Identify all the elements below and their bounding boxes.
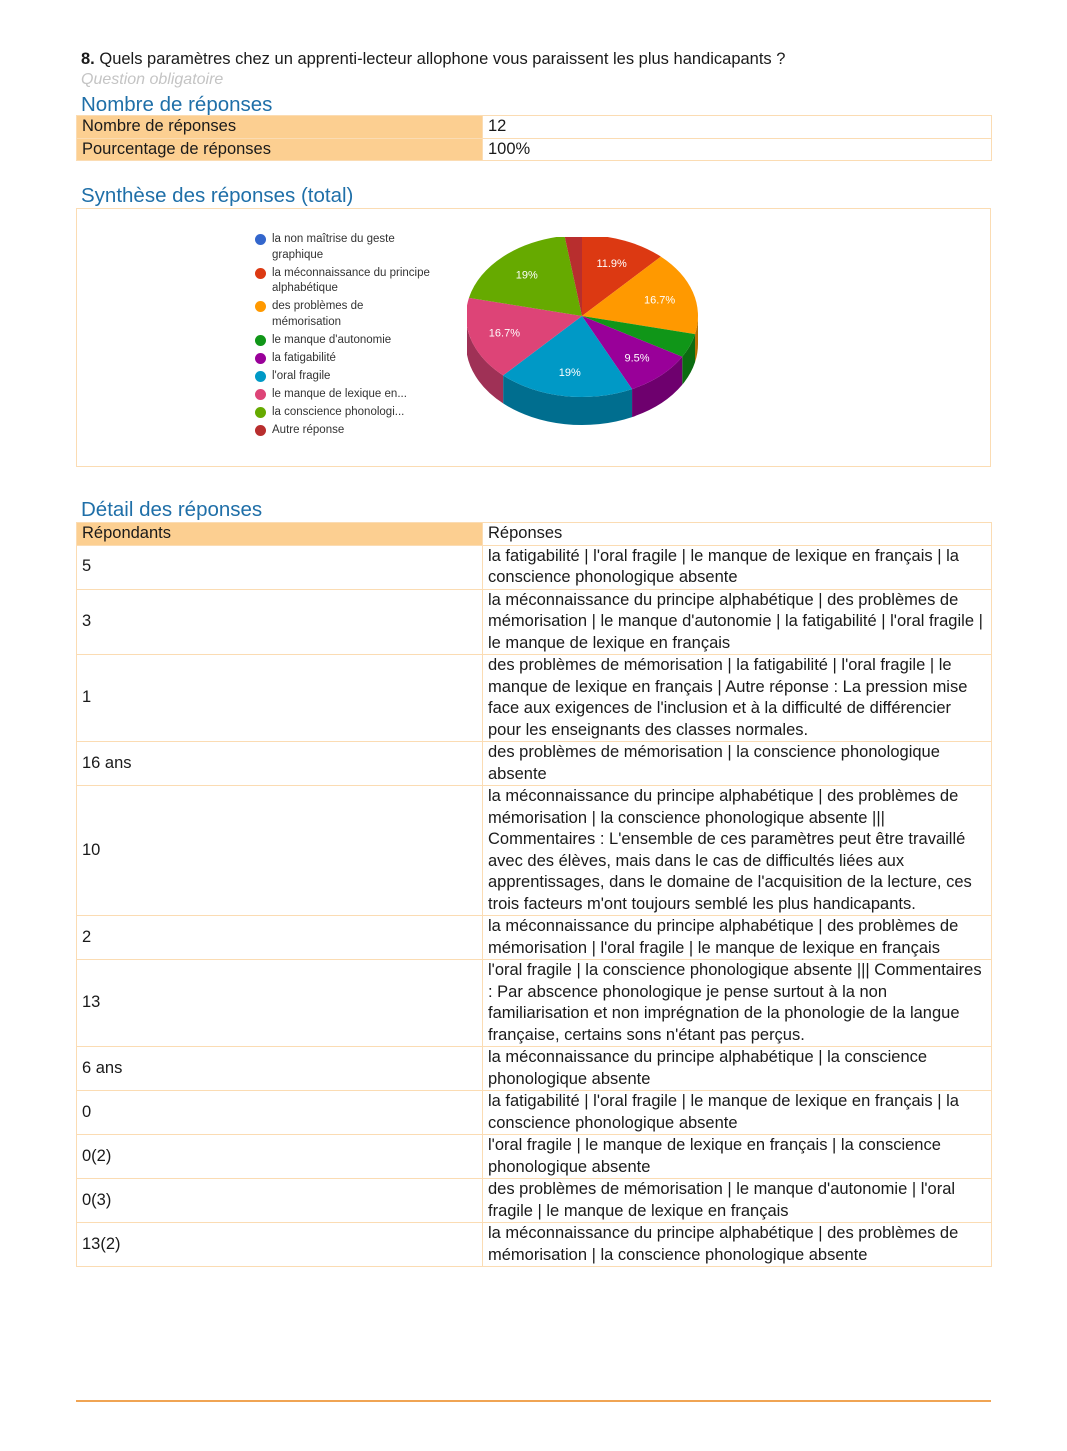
pie-data-label: 19%: [558, 367, 581, 380]
footer-divider: [76, 1400, 991, 1402]
legend-swatch-icon: [255, 371, 266, 382]
table-row: [77, 655, 992, 742]
legend-swatch-icon: [255, 335, 266, 346]
table-row: [77, 786, 992, 916]
respondent-cell: 0(2): [77, 1135, 483, 1179]
count-row-label: Nombre de réponses: [77, 116, 483, 139]
response-cell: la méconnaissance du principe alphabétique | la conscience phonologique absente: [483, 1047, 992, 1091]
legend-swatch-icon: [255, 407, 266, 418]
pie-data-label: 19%: [515, 269, 538, 282]
pie-data-label: 16.7%: [488, 327, 520, 340]
legend-item: [255, 387, 435, 403]
survey-page: [76, 48, 991, 1267]
pie-chart: [467, 237, 707, 452]
respondent-cell: 0: [77, 1091, 483, 1135]
legend-swatch-icon: [255, 268, 266, 279]
respondent-cell: 13(2): [77, 1223, 483, 1267]
legend-item: [255, 333, 435, 349]
legend-swatch-icon: [255, 425, 266, 436]
legend-label: la non maîtrise du geste graphique: [272, 233, 395, 261]
respondent-cell: 6 ans: [77, 1047, 483, 1091]
count-table: [76, 115, 992, 161]
legend-label: des problèmes de mémorisation: [272, 300, 364, 328]
pie-data-label: 9.5%: [624, 352, 650, 365]
legend-swatch-icon: [255, 353, 266, 364]
legend-label: le manque d'autonomie: [272, 333, 392, 346]
detail-section-title: Détail des réponses: [81, 498, 263, 521]
respondent-cell: 2: [77, 916, 483, 960]
detail-table: [76, 522, 992, 1267]
legend-item: [255, 369, 435, 385]
legend-swatch-icon: [255, 389, 266, 400]
response-cell: la méconnaissance du principe alphabétique | des problèmes de mémorisation | l'oral fragile | le manque de lexique en français: [483, 916, 992, 960]
count-row-value: 100%: [483, 138, 992, 161]
question-text: [81, 48, 991, 70]
count-row-label: Pourcentage de réponses: [77, 138, 483, 161]
pie-svg: [467, 237, 707, 447]
count-row: [77, 138, 992, 161]
pie-data-label: 11.9%: [596, 258, 627, 271]
legend-item: [255, 423, 435, 439]
legend-label: la méconnaissance du principe alphabétique: [272, 266, 430, 295]
legend-swatch-icon: [255, 234, 266, 245]
legend-item: [255, 405, 435, 421]
table-row: [77, 589, 992, 655]
chart-legend: [255, 232, 435, 441]
table-row: [77, 916, 992, 960]
response-cell: la méconnaissance du principe alphabétique | des problèmes de mémorisation | la conscience phonologique absente: [483, 1223, 992, 1267]
table-row: [77, 1135, 992, 1179]
response-cell: la méconnaissance du principe alphabétique | des problèmes de mémorisation | la conscience phonologique absente ||| Commentaires : L'ensemble de ces paramètres peut être travaillé avec des élèves, mais dans le cas de difficultés liées aux apprentissages, dans le domaine de l'acquisition de la lecture, ces trois facteurs m'ont toujours semblé les plus handicapants.: [483, 786, 992, 916]
respondent-cell: 3: [77, 589, 483, 655]
respondent-cell: 13: [77, 960, 483, 1047]
respondent-cell: 16 ans: [77, 742, 483, 786]
response-cell: la fatigabilité | l'oral fragile | le manque de lexique en français | la conscience phonologique absente: [483, 1091, 992, 1135]
legend-label: l'oral fragile: [272, 369, 331, 382]
detail-header-row: [77, 523, 992, 546]
question-number: 8.: [81, 50, 95, 68]
legend-label: Autre réponse: [272, 424, 345, 437]
response-cell: l'oral fragile | le manque de lexique en français | la conscience phonologique absente: [483, 1135, 992, 1179]
table-row: [77, 1091, 992, 1135]
detail-header-respondents: Répondants: [77, 523, 483, 546]
table-row: [77, 960, 992, 1047]
legend-item: [255, 266, 435, 297]
pie-chart-panel: [76, 208, 991, 467]
legend-label: le manque de lexique en...: [272, 388, 407, 401]
pie-data-label: 16.7%: [644, 294, 676, 307]
legend-item: [255, 299, 435, 330]
table-row: [77, 1223, 992, 1267]
response-cell: la fatigabilité | l'oral fragile | le manque de lexique en français | la conscience phonologique absente: [483, 545, 992, 589]
respondent-cell: 10: [77, 786, 483, 916]
legend-item: [255, 351, 435, 367]
legend-label: la fatigabilité: [272, 351, 336, 364]
table-row: [77, 545, 992, 589]
table-row: [77, 742, 992, 786]
response-cell: des problèmes de mémorisation | la conscience phonologique absente: [483, 742, 992, 786]
detail-header-responses: Réponses: [483, 523, 992, 546]
response-cell: des problèmes de mémorisation | le manque d'autonomie | l'oral fragile | le manque de lexique en français: [483, 1179, 992, 1223]
mandatory-note: Question obligatoire: [81, 71, 224, 88]
legend-label: la conscience phonologi...: [272, 406, 405, 419]
question-label: Quels paramètres chez un apprenti-lecteur allophone vous paraissent les plus handicapants ?: [99, 50, 786, 68]
respondent-cell: 5: [77, 545, 483, 589]
respondent-cell: 1: [77, 655, 483, 742]
count-section-title: Nombre de réponses: [81, 93, 273, 116]
response-cell: des problèmes de mémorisation | la fatigabilité | l'oral fragile | le manque de lexique en français | Autre réponse : La pression mise face aux exigences de l'inclusion et à la difficulté de différencier pour les enseignants des classes normales.: [483, 655, 992, 742]
table-row: [77, 1179, 992, 1223]
count-row: [77, 116, 992, 139]
table-row: [77, 1047, 992, 1091]
response-cell: la méconnaissance du principe alphabétique | des problèmes de mémorisation | le manque d'autonomie | la fatigabilité | l'oral fragile | le manque de lexique en français: [483, 589, 992, 655]
legend-swatch-icon: [255, 301, 266, 312]
summary-section-title: Synthèse des réponses (total): [81, 184, 354, 207]
respondent-cell: 0(3): [77, 1179, 483, 1223]
count-row-value: 12: [483, 116, 992, 139]
response-cell: l'oral fragile | la conscience phonologique absente ||| Commentaires : Par abscence phonologique je pense surtout à la non familiarisation et non imprégnation de la phonologie de la langue française, certains sons n'étant pas perçus.: [483, 960, 992, 1047]
legend-item: [255, 232, 435, 263]
